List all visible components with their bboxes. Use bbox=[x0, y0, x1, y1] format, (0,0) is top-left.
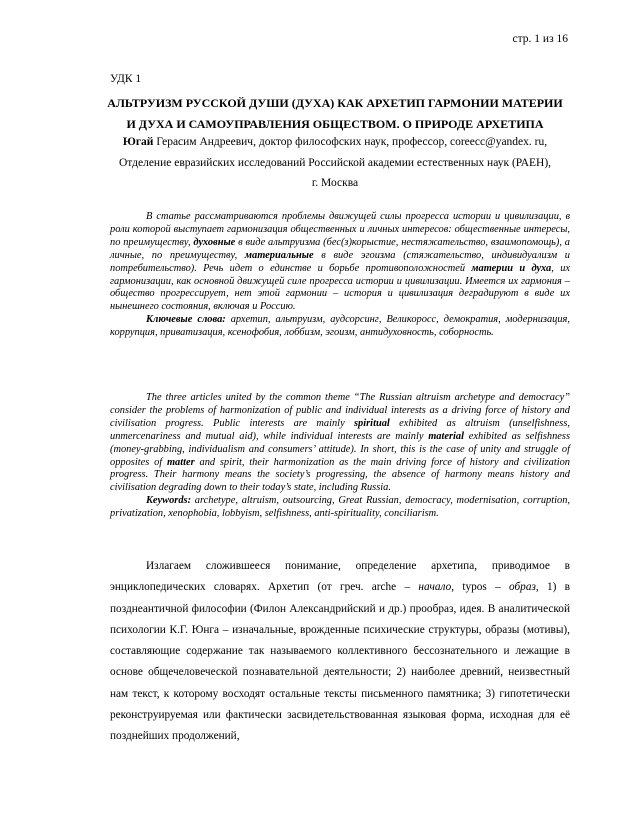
body-italic: начало bbox=[418, 581, 452, 594]
keywords-ru-label: Ключевые слова: bbox=[146, 314, 226, 326]
title-line-1: АЛЬТРУИЗМ РУССКОЙ ДУШИ (ДУХА) КАК АРХЕТИП ГАРМОНИИ МАТЕРИИ bbox=[107, 96, 563, 110]
author-block bbox=[100, 132, 570, 194]
abstract-ru-text bbox=[110, 211, 570, 314]
author-line bbox=[100, 132, 570, 153]
keywords-en-label: Keywords: bbox=[146, 495, 192, 507]
abstract-en-text bbox=[110, 392, 570, 495]
author-details: Герасим Андреевич, доктор философских наук, профессор, coreecc@yandex. ru, bbox=[153, 136, 548, 148]
keywords-en bbox=[110, 495, 570, 521]
abstract-english bbox=[110, 392, 570, 521]
page-number: стр. 1 из 16 bbox=[512, 33, 568, 45]
abstract-ru-part: в виде эгоизма (стяжательство, индивидуализм и потребительство). Речь идет о единстве и борьбе противоположностей bbox=[110, 249, 570, 274]
abstract-ru-emphasis: материальные bbox=[244, 249, 314, 261]
abstract-en-emphasis: matter bbox=[166, 456, 195, 468]
body-paragraph bbox=[110, 556, 570, 748]
abstract-ru-part: В статье рассматриваются проблемы движущей силы прогресса истории и цивилизации, в роли которой выступает гармонизация общественных и личных интересов: общественные интересы, по преимуществу, bbox=[110, 211, 570, 248]
keywords-ru bbox=[110, 314, 570, 340]
abstract-ru-part: , их гармонизации, как основной движущей силе прогресса истории и цивилизации. Имеется их гармония – общество прогрессирует, нет этой гармонии – история и цивилизация деградируют в виде их нынешнего состояния, включая и Россию. bbox=[110, 262, 571, 313]
article-title bbox=[100, 93, 570, 135]
abstract-en-part: The three articles united by the common theme “The Russian altruism archetype and democracy” consider the problems of harmonization of public and individual interests as a driving force of history and civilisation progress. Public interests are mainly bbox=[110, 392, 570, 429]
abstract-ru-emphasis: духовные bbox=[193, 236, 236, 248]
author-affiliation: Отделение евразийских исследований Российской академии естественных наук (РАЕН), bbox=[118, 156, 552, 169]
abstract-en-part: exhibited as selfishness (money-grabbing, individualism and consumers’ attitude). In short, this is the case of unity and struggle of opposites of bbox=[110, 430, 570, 468]
udk-code: УДК 1 bbox=[110, 73, 142, 85]
body-part: , 1) в позднеантичной философии (Филон Александрийский и др.) прообраз, идея. В аналитической психологии К.Г. Юнга – изначальные, врожденные психические структуры, образы (мотивы), составляющие содержание так называемого коллективного бессознательного и лежащие в основе общечеловеческой познавательной деятельности; 2) наиболее древний, неизвестный нам текст, к которому восходят остальные тексты письменного памятника; 3) гипотетически реконструируемая или фактически засвидетельствованная языковая форма, исходная для её позднейших продолжений, bbox=[110, 581, 570, 743]
abstract-en-emphasis: material bbox=[428, 430, 465, 442]
body-italic: образ bbox=[509, 581, 536, 594]
abstract-ru-emphasis: материи и духа bbox=[471, 262, 552, 274]
abstract-russian bbox=[110, 211, 570, 340]
keywords-ru-list: архетип, альтруизм, аудсорсинг, Великоросс, демократия, модернизация, коррупция, приватизация, ксенофобия, лоббизм, эгоизм, антидуховность, соборность. bbox=[110, 314, 570, 339]
author-city: г. Москва bbox=[311, 177, 359, 189]
author-surname: Югай bbox=[122, 136, 154, 148]
abstract-en-part: exhibited as altruism (unselfishness, unmercenariness and mutual aid), while individual interests are mainly bbox=[110, 417, 570, 442]
abstract-en-part: and spirit, their harmonization as the main driving force of history and civilization progress. Their harmony means the society’s progressing, the absence of harmony means history and civilisation degrading down to their today’s state, including Russia. bbox=[110, 456, 570, 494]
main-body bbox=[110, 556, 570, 748]
title-line-2: И ДУХА И САМОУПРАВЛЕНИЯ ОБЩЕСТВОМ. О ПРИРОДЕ АРХЕТИПА bbox=[126, 117, 544, 131]
body-part: , typos – bbox=[451, 581, 509, 594]
abstract-en-emphasis: spiritual bbox=[354, 417, 390, 429]
keywords-en-list: archetype, altruism, outsourcing, Great Russian, democracy, modernisation, corruption, privatization, xenophobia, lobbyism, selfishness, anti-spirituality, conciliarism. bbox=[110, 495, 570, 520]
body-part: Излагаем сложившееся понимание, определение архетипа, приводимое в энциклопедических словарях. Архетип (от греч. arche – bbox=[110, 560, 570, 594]
abstract-ru-part: в виде альтруизма (бес(з)корыстие, нестяжательство, взаимопомощь), а личные, по преимуществу, bbox=[110, 236, 570, 261]
